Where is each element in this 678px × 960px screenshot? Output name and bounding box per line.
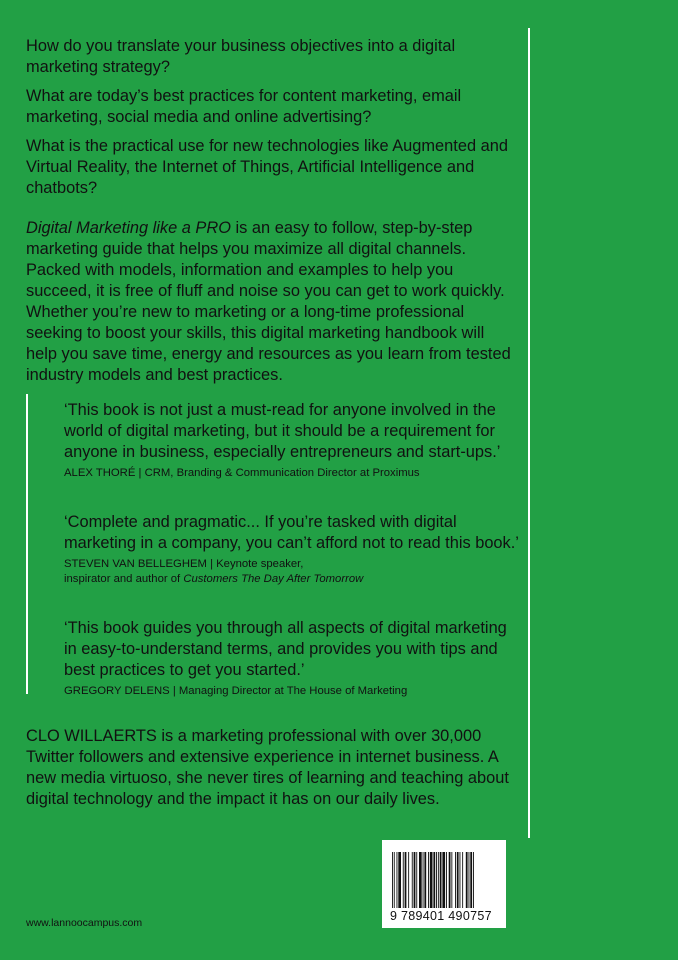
barcode-bar	[449, 852, 451, 908]
barcode-bar	[430, 852, 433, 908]
isbn-number: 9 789401 490757	[390, 909, 492, 923]
endorsement-2	[64, 512, 524, 587]
endorsement-1	[64, 400, 524, 481]
barcode-bar	[455, 852, 456, 908]
barcode-bar	[416, 852, 417, 908]
barcode-bar	[436, 852, 437, 908]
barcode-bar	[440, 852, 442, 908]
barcode-bar	[392, 852, 393, 908]
barcode-bar	[460, 852, 461, 908]
barcode-bar	[419, 852, 422, 908]
quote-text: ‘This book guides you through all aspects of digital marketing in easy-to-understand terms, and provides you with tips and best practices to get you started.’	[64, 619, 507, 679]
barcode-bars	[392, 852, 496, 908]
question-1: How do you translate your business objectives into a digital marketing strategy?	[26, 37, 456, 76]
barcode-bar	[428, 852, 429, 908]
quote-author: GREGORY DELENS | Managing Director at The House of Marketing	[64, 685, 408, 697]
barcode-bar	[438, 852, 439, 908]
barcode-bar	[424, 852, 426, 908]
barcode-bar	[473, 852, 474, 908]
barcode-bar	[398, 852, 401, 908]
barcode-bar	[403, 852, 404, 908]
question-3: What is the practical use for new technologies like Augmented and Virtual Reality, the Internet of Things, Artificial Intelligence and chatbots?	[26, 137, 508, 197]
barcode-bar	[397, 852, 398, 908]
quote-text: ‘Complete and pragmatic... If you’re tasked with digital marketing in a company, you can’t afford not to read this book.’	[64, 513, 519, 552]
quote-author-line2: inspirator and author of	[64, 573, 184, 585]
barcode-bar	[414, 852, 416, 908]
barcode-bar	[451, 852, 452, 908]
barcode-bar	[394, 852, 395, 908]
quoted-book-title: Customers The Day After Tomorrow	[183, 573, 364, 585]
endorsement-3	[64, 618, 524, 699]
barcode-bar	[408, 852, 409, 908]
barcode-bar	[412, 852, 413, 908]
barcode-bar	[469, 852, 470, 908]
barcode-bar	[446, 852, 447, 908]
publisher-website[interactable]: www.lannoocampus.com	[26, 917, 143, 929]
barcode-bar	[457, 852, 459, 908]
blurb-text: is an easy to follow, step-by-step marketing guide that helps you maximize all digital channels. Packed with models, information and examples to help you succeed, it is free of fluff and noise so you can get to work quickly. Whether you’re new to marketing or a long-time professional seeking to boost your skills, this digital marketing handbook will help you save time, energy and resources as you learn from tested industry models and best practices.	[26, 219, 511, 384]
barcode-bar	[470, 852, 472, 908]
quote-author-line1: STEVEN VAN BELLEGHEM | Keynote speaker,	[64, 558, 304, 570]
question-2: What are today’s best practices for content marketing, email marketing, social media and online advertising?	[26, 87, 462, 126]
vertical-divider	[528, 28, 530, 838]
quote-author: ALEX THORÉ | CRM, Branding & Communication Director at Proximus	[64, 467, 420, 479]
quote-text: ‘This book is not just a must-read for anyone involved in the world of digital marketing, but it should be a requirement for anyone in business, especially entrepreneurs and start-ups.’	[64, 401, 501, 461]
quote-author	[64, 557, 524, 587]
barcode-bar	[405, 852, 407, 908]
barcode-bar	[433, 852, 435, 908]
author-bio: CLO WILLAERTS is a marketing professional with over 30,000 Twitter followers and extensive experience in internet business. A new media virtuoso, she never tires of learning and teaching about digital technology and the impact it has on our daily lives.	[26, 727, 509, 808]
book-title: Digital Marketing like a PRO	[26, 219, 231, 237]
barcode-bar	[442, 852, 445, 908]
isbn-barcode	[382, 840, 506, 928]
intro-questions	[26, 36, 516, 207]
barcode-bar	[462, 852, 463, 908]
quote-bar	[26, 394, 28, 694]
barcode-bar	[423, 852, 424, 908]
book-blurb	[26, 218, 516, 386]
barcode-bar	[466, 852, 468, 908]
endorsements	[26, 394, 526, 696]
